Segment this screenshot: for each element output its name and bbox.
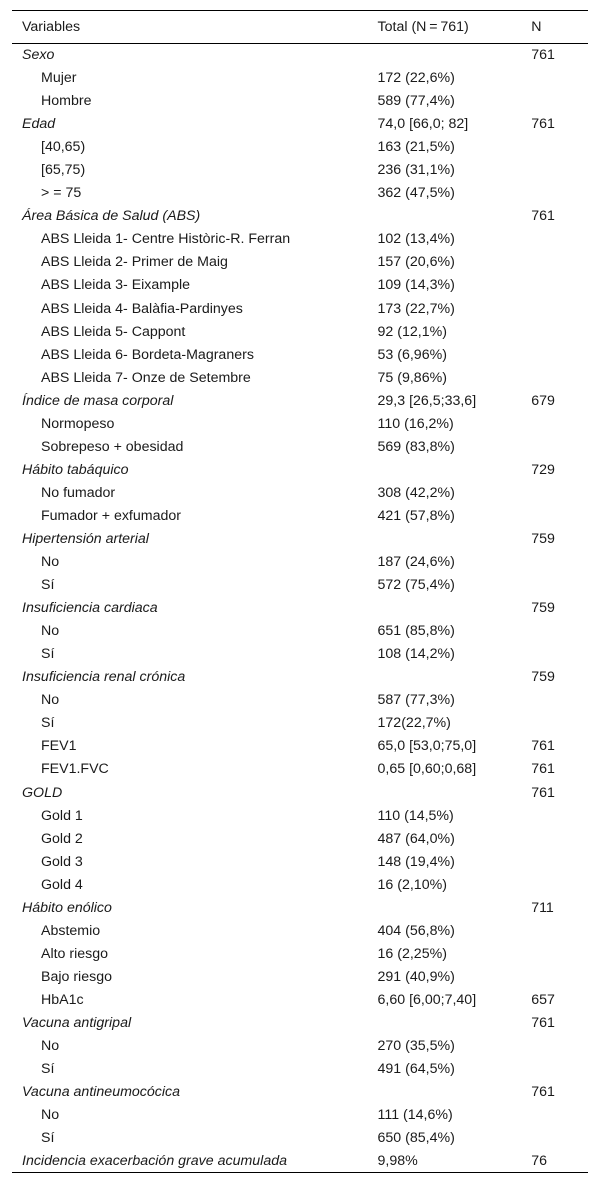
- table-row: [12, 343, 588, 366]
- row-total: 102 (13,4%): [377, 231, 455, 248]
- row-label: Hipertensión arterial: [22, 531, 149, 547]
- table-row: [12, 389, 588, 412]
- row-total: 173 (22,7%): [377, 300, 455, 317]
- row-total: 569 (83,8%): [377, 438, 455, 455]
- row-total: 148 (19,4%): [377, 853, 455, 870]
- row-total: 404 (56,8%): [377, 922, 455, 939]
- row-label: Gold 1: [41, 807, 83, 824]
- row-n: 759: [531, 531, 555, 547]
- row-total: 16 (2,25%): [377, 945, 447, 962]
- row-total: 108 (14,2%): [377, 646, 455, 663]
- row-n: [531, 804, 588, 827]
- row-total: 291 (40,9%): [377, 968, 455, 985]
- row-n: 761: [531, 1084, 555, 1101]
- row-total: [378, 205, 532, 228]
- row-total: 157 (20,6%): [377, 254, 455, 271]
- row-n: [531, 689, 588, 712]
- row-total: [378, 666, 532, 689]
- row-total: 236 (31,1%): [377, 162, 455, 179]
- table-row: [12, 228, 588, 251]
- row-label: Sí: [41, 646, 55, 663]
- table-row: [12, 412, 588, 435]
- row-total: 650 (85,4%): [377, 1130, 455, 1147]
- table-row: [12, 366, 588, 389]
- table-row: [12, 758, 588, 781]
- table-row: [12, 90, 588, 113]
- row-total: 163 (21,5%): [377, 139, 455, 156]
- row-total: 589 (77,4%): [377, 93, 455, 110]
- row-n: [531, 919, 588, 942]
- table-row: [12, 159, 588, 182]
- row-total: 16 (2,10%): [377, 876, 447, 893]
- row-label: [40,65): [41, 139, 86, 156]
- row-label: FEV1: [41, 738, 77, 755]
- row-n: [531, 1104, 588, 1127]
- row-label: GOLD: [22, 784, 63, 801]
- row-total: [378, 597, 532, 620]
- row-total: 92 (12,1%): [377, 323, 447, 340]
- row-label: No: [41, 1038, 60, 1055]
- row-n: [531, 274, 588, 297]
- row-label: Sí: [41, 1061, 55, 1078]
- row-label: ABS Lleida 6- Bordeta-Magraners: [41, 346, 254, 363]
- row-n: 761: [531, 47, 555, 64]
- table-row: [12, 274, 588, 297]
- row-total: 29,3 [26,5;33,6]: [377, 392, 477, 409]
- table-row: [12, 481, 588, 504]
- table-row: [12, 988, 588, 1011]
- row-n: 657: [531, 991, 555, 1008]
- table-row: [12, 320, 588, 343]
- row-label: [65,75): [41, 162, 86, 179]
- row-label: Fumador + exfumador: [41, 507, 181, 524]
- row-n: [531, 712, 588, 735]
- row-label: Abstemio: [41, 922, 101, 939]
- table-row: [12, 182, 588, 205]
- table-row: [12, 896, 588, 919]
- row-n: [531, 620, 588, 643]
- row-label: Mujer: [41, 70, 77, 87]
- row-label: Vacuna antineumocócica: [22, 1084, 181, 1101]
- table-header-row: [12, 11, 588, 44]
- row-label: No fumador: [41, 484, 116, 501]
- row-n: [531, 136, 588, 159]
- table-row: [12, 67, 588, 90]
- table-row: [12, 965, 588, 988]
- row-label: ABS Lleida 7- Onze de Setembre: [41, 369, 251, 386]
- row-total: [378, 44, 532, 67]
- row-n: [531, 343, 588, 366]
- row-total: 587 (77,3%): [377, 692, 455, 709]
- row-total: 172 (22,6%): [377, 70, 455, 87]
- row-label: Gold 2: [41, 830, 83, 847]
- row-label: FEV1.FVC: [41, 761, 109, 778]
- row-total: 110 (16,2%): [377, 415, 454, 432]
- row-label: Insuficiencia cardiaca: [22, 600, 158, 617]
- header-n: N: [531, 19, 542, 35]
- row-n: [531, 251, 588, 274]
- row-label: Gold 3: [41, 853, 83, 870]
- row-label: Incidencia exacerbación grave acumulada: [22, 1153, 287, 1170]
- row-label: Índice de masa corporal: [22, 392, 174, 409]
- row-label: Hombre: [41, 93, 92, 110]
- row-total: [378, 781, 532, 804]
- row-label: ABS Lleida 1- Centre Històric-R. Ferran: [41, 231, 291, 248]
- row-label: Normopeso: [41, 415, 115, 432]
- row-label: Vacuna antigripal: [22, 1014, 132, 1031]
- row-label: No: [41, 554, 60, 571]
- table-row: [12, 574, 588, 597]
- table-row: [12, 297, 588, 320]
- row-total: 110 (14,5%): [377, 807, 454, 824]
- row-n: [531, 1035, 588, 1058]
- row-n: [531, 90, 588, 113]
- row-n: [531, 182, 588, 205]
- row-label: Edad: [22, 116, 56, 133]
- row-total: [378, 1081, 532, 1104]
- row-label: ABS Lleida 2- Primer de Maig: [41, 254, 228, 271]
- row-label: Alto riesgo: [41, 945, 109, 962]
- row-total: 421 (57,8%): [377, 507, 455, 524]
- row-label: No: [41, 692, 60, 709]
- row-n: [531, 643, 588, 666]
- row-total: 308 (42,2%): [377, 484, 455, 501]
- row-n: 759: [531, 600, 555, 617]
- row-label: HbA1c: [41, 991, 84, 1008]
- row-label: Área Básica de Salud (ABS): [22, 208, 201, 225]
- row-n: 761: [531, 738, 555, 755]
- table-row: [12, 850, 588, 873]
- table-row: [12, 689, 588, 712]
- row-n: 761: [531, 1014, 555, 1031]
- row-n: [531, 228, 588, 251]
- row-n: [531, 320, 588, 343]
- table-body: [12, 44, 588, 1173]
- row-label: Hábito tabáquico: [22, 461, 129, 478]
- row-total: 187 (24,6%): [377, 554, 455, 571]
- row-label: Bajo riesgo: [41, 968, 112, 985]
- row-n: [531, 435, 588, 458]
- table-row: [12, 551, 588, 574]
- row-label: No: [41, 1107, 60, 1124]
- table-row: [12, 458, 588, 481]
- row-total: 362 (47,5%): [377, 185, 455, 202]
- table-row: [12, 136, 588, 159]
- row-label: No: [41, 623, 60, 640]
- row-label: Sí: [41, 1130, 55, 1147]
- row-label: Hábito enólico: [22, 899, 112, 916]
- row-n: 729: [531, 461, 555, 478]
- table-row: [12, 666, 588, 689]
- row-total: 270 (35,5%): [377, 1038, 455, 1055]
- table-row: [12, 781, 588, 804]
- row-n: [531, 827, 588, 850]
- row-n: 679: [531, 392, 555, 409]
- row-n: [531, 366, 588, 389]
- row-n: [531, 942, 588, 965]
- row-total: 172(22,7%): [377, 715, 451, 732]
- row-n: 761: [531, 784, 555, 801]
- row-label: Gold 4: [41, 876, 83, 893]
- table-row: [12, 620, 588, 643]
- data-table: [12, 10, 588, 1173]
- row-total: 651 (85,8%): [377, 623, 455, 640]
- row-total: 0,65 [0,60;0,68]: [377, 761, 477, 778]
- table-row: [12, 735, 588, 758]
- row-total: 65,0 [53,0;75,0]: [377, 738, 477, 755]
- row-label: > = 75: [41, 185, 82, 202]
- table-row: [12, 873, 588, 896]
- row-total: 111 (14,6%): [377, 1107, 453, 1124]
- row-total: 74,0 [66,0; 82]: [377, 116, 469, 133]
- row-n: [531, 297, 588, 320]
- table-row: [12, 804, 588, 827]
- row-n: 759: [531, 669, 555, 686]
- row-n: [531, 1058, 588, 1081]
- table-row: [12, 1058, 588, 1081]
- row-total: 491 (64,5%): [377, 1061, 455, 1078]
- table-row: [12, 942, 588, 965]
- row-total: 487 (64,0%): [377, 830, 455, 847]
- row-label: Sobrepeso + obesidad: [41, 438, 184, 455]
- table-row: [12, 643, 588, 666]
- row-n: 711: [531, 899, 554, 916]
- row-n: [531, 551, 588, 574]
- table-row: [12, 712, 588, 735]
- table-row: [12, 205, 588, 228]
- row-total: [378, 458, 532, 481]
- row-n: 761: [531, 208, 555, 225]
- row-n: [531, 159, 588, 182]
- row-label: ABS Lleida 3- Eixample: [41, 277, 191, 294]
- row-label: Sexo: [22, 47, 55, 64]
- header-variables: Variables: [22, 19, 81, 35]
- table-row: [12, 251, 588, 274]
- row-n: [531, 850, 588, 873]
- row-label: ABS Lleida 5- Cappont: [41, 323, 186, 340]
- row-label: ABS Lleida 4- Balàfia-Pardinyes: [41, 300, 243, 317]
- table-row: [12, 919, 588, 942]
- row-total: [378, 896, 532, 919]
- row-n: [531, 873, 588, 896]
- row-label: Insuficiencia renal crónica: [22, 669, 186, 686]
- row-n: [531, 67, 588, 90]
- header-total: Total (N = 761): [377, 19, 469, 35]
- table-row: [12, 527, 588, 550]
- row-total: 9,98%: [377, 1153, 418, 1170]
- row-total: 572 (75,4%): [377, 577, 455, 594]
- row-n: 76: [531, 1153, 547, 1170]
- row-label: Sí: [41, 577, 55, 594]
- row-n: [531, 574, 588, 597]
- row-label: Sí: [41, 715, 55, 732]
- table-row: [12, 1011, 588, 1034]
- row-n: [531, 1127, 588, 1150]
- table-row: [12, 1127, 588, 1150]
- table-row: [12, 1081, 588, 1104]
- table-row: [12, 113, 588, 136]
- row-n: 761: [531, 761, 555, 778]
- row-total: [378, 527, 532, 550]
- row-total: 53 (6,96%): [377, 346, 447, 363]
- row-n: [531, 504, 588, 527]
- table-row: [12, 1104, 588, 1127]
- row-n: [531, 965, 588, 988]
- table-row: [12, 44, 588, 67]
- row-n: [531, 412, 588, 435]
- row-total: [378, 1011, 532, 1034]
- row-n: 761: [531, 116, 555, 133]
- table-row: [12, 1150, 588, 1173]
- table-row: [12, 597, 588, 620]
- row-total: 6,60 [6,00;7,40]: [377, 991, 477, 1008]
- row-total: 109 (14,3%): [377, 277, 455, 294]
- row-n: [531, 481, 588, 504]
- table-row: [12, 504, 588, 527]
- table-row: [12, 1035, 588, 1058]
- row-total: 75 (9,86%): [377, 369, 447, 386]
- table-row: [12, 827, 588, 850]
- table-row: [12, 435, 588, 458]
